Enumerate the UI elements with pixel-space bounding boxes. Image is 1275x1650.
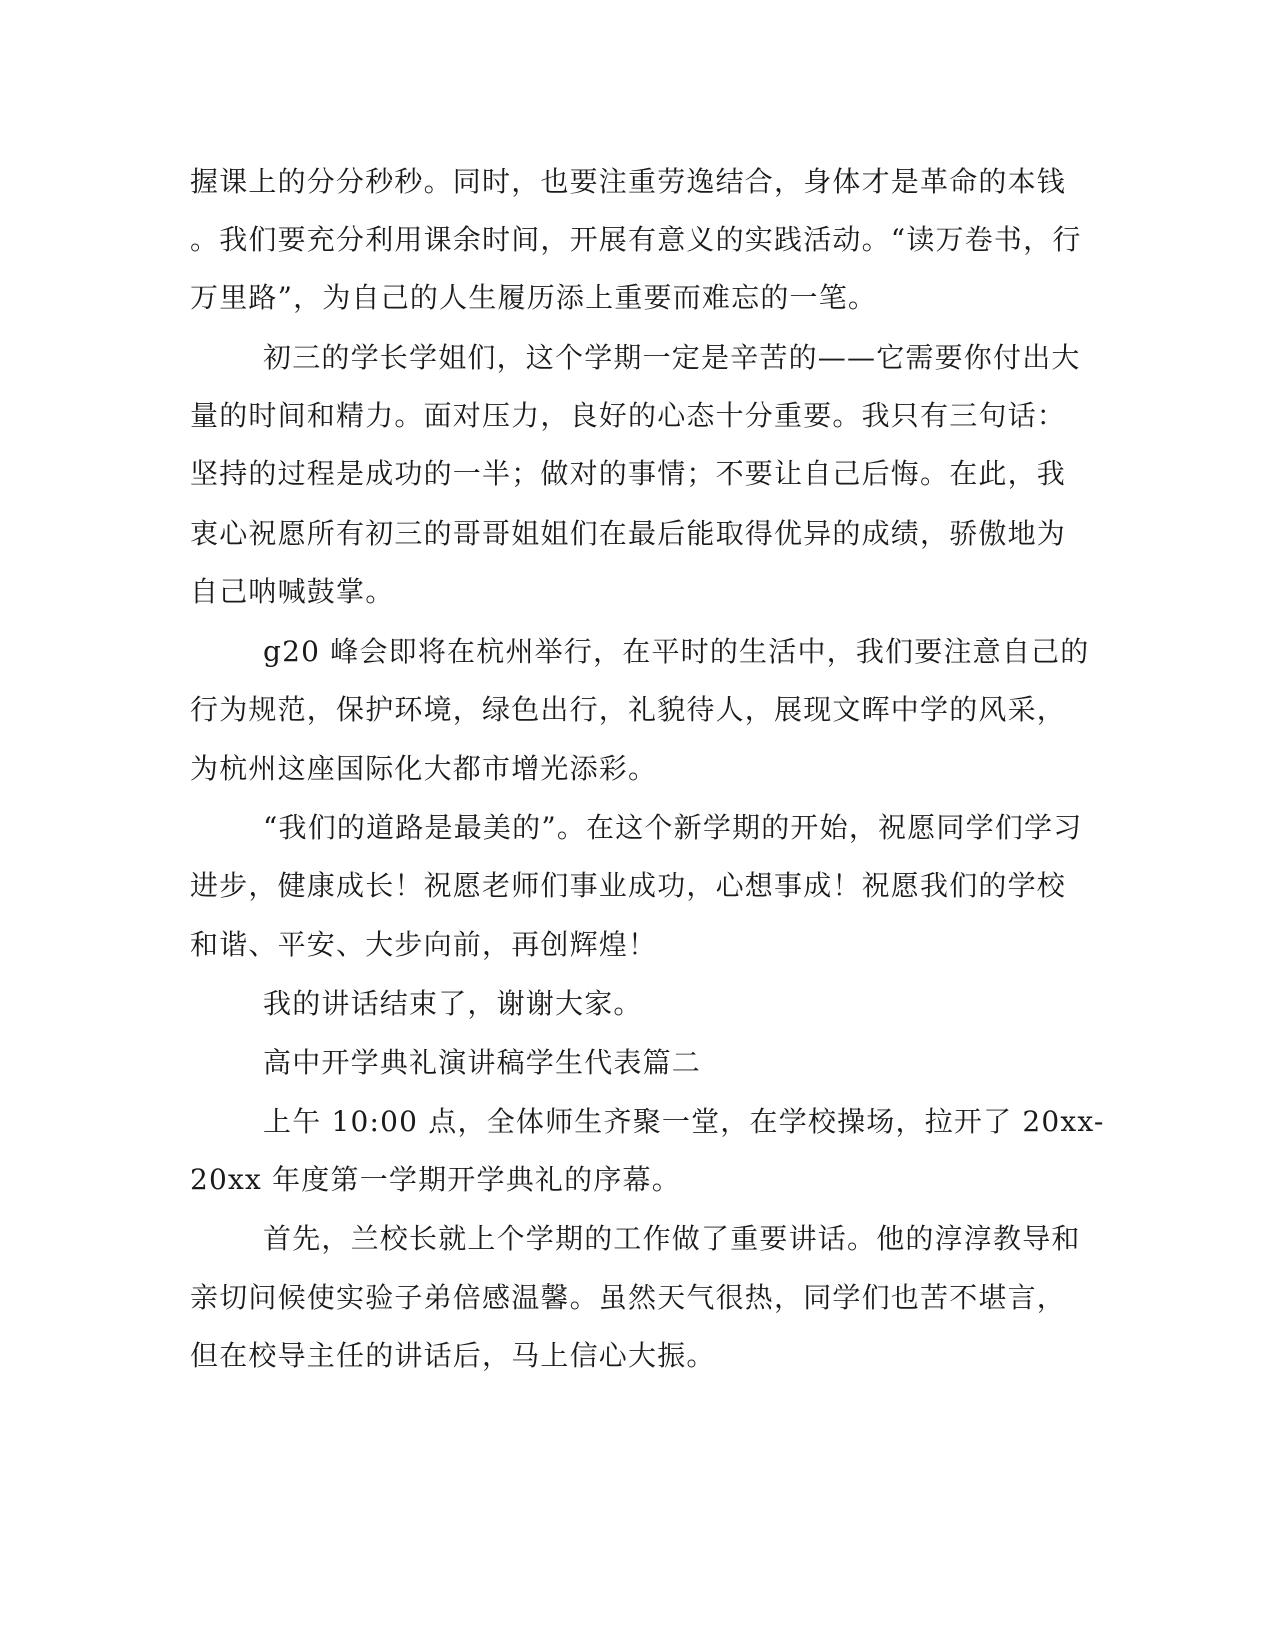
text-line: 自己呐喊鼓掌。 bbox=[190, 575, 395, 608]
closing-line: 我的讲话结束了，谢谢大家。 bbox=[263, 987, 643, 1020]
paragraph-first-line: 首先，兰校长就上个学期的工作做了重要讲话。他的淳淳教导和 bbox=[263, 1222, 1081, 1255]
paragraph-first-line: 上午 10:00 点，全体师生齐聚一堂，在学校操场，拉开了 20xx- bbox=[263, 1105, 1105, 1138]
text-line: 20xx 年度第一学期开学典礼的序幕。 bbox=[190, 1163, 681, 1196]
text-line: 但在校导主任的讲话后，马上信心大振。 bbox=[190, 1339, 716, 1372]
text-line: 行为规范，保护环境，绿色出行，礼貌待人，展现文晖中学的风采， bbox=[190, 693, 1067, 726]
text-line: 握课上的分分秒秒。同时，也要注重劳逸结合，身体才是革命的本钱 bbox=[190, 165, 1067, 198]
text-line: 为杭州这座国际化大都市增光添彩。 bbox=[190, 752, 658, 785]
text-line: 。我们要充分利用课余时间，开展有意义的实践活动。“读万卷书，行 bbox=[190, 223, 1082, 256]
text-line: 亲切问候使实验子弟倍感温馨。虽然天气很热，同学们也苦不堪言， bbox=[190, 1281, 1067, 1314]
section-heading: 高中开学典礼演讲稿学生代表篇二 bbox=[263, 1046, 702, 1079]
paragraph-first-line: 初三的学长学姐们，这个学期一定是辛苦的——它需要你付出大 bbox=[263, 341, 1081, 374]
text-line: 万里路”，为自己的人生履历添上重要而难忘的一笔。 bbox=[190, 281, 878, 314]
paragraph-first-line: “我们的道路是最美的”。在这个新学期的开始，祝愿同学们学习 bbox=[263, 811, 1083, 844]
text-line: 进步，健康成长！祝愿老师们事业成功，心想事成！祝愿我们的学校 bbox=[190, 869, 1067, 902]
text-line: 量的时间和精力。面对压力，良好的心态十分重要。我只有三句话： bbox=[190, 399, 1067, 432]
text-line: 坚持的过程是成功的一半；做对的事情；不要让自己后悔。在此，我 bbox=[190, 457, 1067, 490]
paragraph-first-line: g20 峰会即将在杭州举行，在平时的生活中，我们要注意自己的 bbox=[263, 635, 1090, 668]
text-line: 和谐、平安、大步向前，再创辉煌！ bbox=[190, 928, 658, 961]
text-line: 衷心祝愿所有初三的哥哥姐姐们在最后能取得优异的成绩，骄傲地为 bbox=[190, 517, 1067, 550]
